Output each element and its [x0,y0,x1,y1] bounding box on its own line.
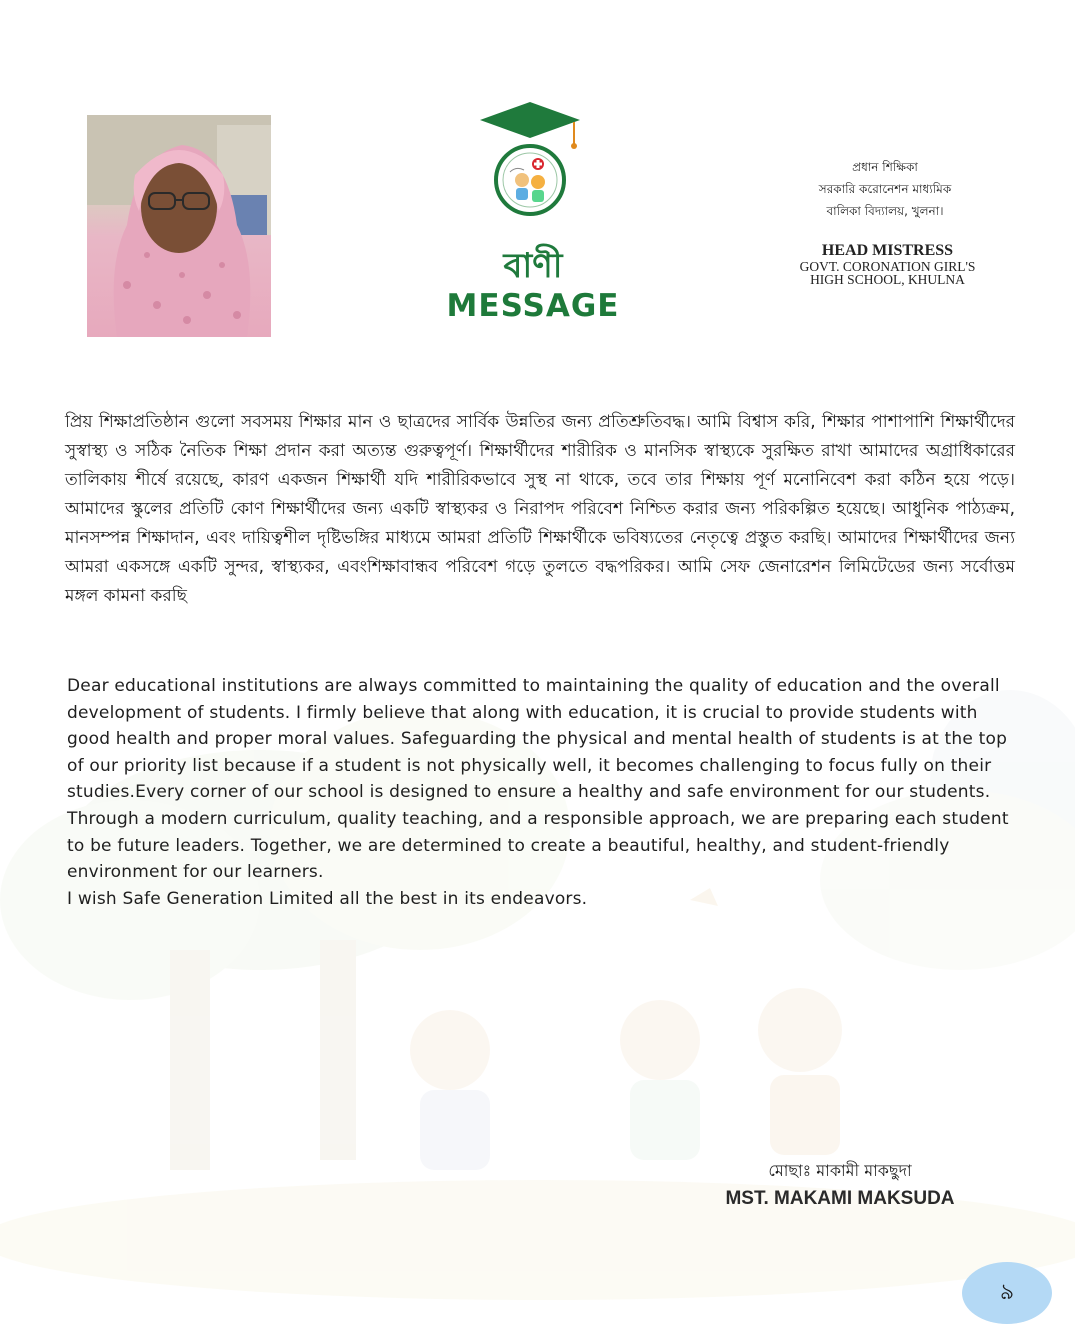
message-closing: I wish Safe Generation Limited all the best in its endeavors. [67,888,588,909]
headmistress-photo [87,115,271,337]
designation-en-line1: GOVT. CORONATION GIRL'S [799,259,976,274]
message-body-bengali: প্রিয় শিক্ষাপ্রতিষ্ঠান গুলো সবসময় শিক্ষার মান ও ছাত্রদের সার্বিক উন্নতির জন্য প্রতিশ্রুতিবদ্ধ। আমি বিশ্বাস করি, শিক্ষার পাশাপাশি শিক্ষার্থীদের সুস্বাস্থ্য ও সঠিক নৈতিক শিক্ষা প্রদান করা অত্যন্ত গুরুত্বপূর্ণ। শিক্ষার্থীদের শারীরিক ও মানসিক স্বাস্থ্যকে সুরক্ষিত রাখা আমাদের অগ্রাধিকারের তালিকায় শীর্ষে রয়েছে, কারণ একজন শিক্ষার্থী যদি শারীরিকভাবে সুস্থ না থাকে, তবে তার শিক্ষায় পূর্ণ মনোনিবেশ করা কঠিন হয়ে পড়ে। আমাদের স্কুলের প্রতিটি কোণ শিক্ষার্থীদের জন্য একটি স্বাস্থ্যকর ও নিরাপদ পরিবেশ নিশ্চিত করার জন্য পরিকল্পিত হয়েছে। আধুনিক পাঠ্যক্রম, মানসম্পন্ন শিক্ষাদান, এবং দায়িত্বশীল দৃষ্টিভঙ্গির মাধ্যমে আমরা প্রতিটি শিক্ষার্থীকে ভবিষ্যতের নেতৃত্বে প্রস্তুত করছি। আমাদের শিক্ষার্থীদের জন্য আমরা একসঙ্গে একটি সুন্দর, স্বাস্থ্যকর, এবংশিক্ষাবান্ধব পরিবেশ গড়ে তুলতে বদ্ধপরিকর। আমি সেফ জেনারেশন লিমিটেডের জন্য সর্বোত্তম মঙ্গল কামনা করছি [65,412,1015,606]
designation-bn [780,156,990,222]
designation-bn-line2: সরকারি করোনেশন মাধ্যমিক [818,182,952,196]
message-paragraph: Dear educational institutions are always committed to maintaining the quality of education and the overall development of students. I firmly believe that along with education, it is crucial to provide students with good health and proper moral values. Safeguarding the physical and mental health of students is at the top of our priority list because if a student is not physically well, it becomes challenging to focus fully on their studies.Every corner of our school is designed to ensure a healthy and safe environment for our students. Through a modern curriculum, quality teaching, and a responsible approach, we are preparing each student to be future leaders. Together, we are determined to create a beautiful, healthy, and student-friendly environment for our learners. [67,676,1009,883]
designation-title: HEAD MISTRESS [821,242,954,259]
message-title: MESSAGE [446,288,620,324]
designation-en-line2: HIGH SCHOOL, KHULNA [810,272,965,287]
designation-en [770,242,1005,286]
designation-bn-line3: বালিকা বিদ্যালয়, খুলনা। [826,204,944,218]
signature-name-english: MST. MAKAMI MAKSUDA [725,1188,955,1209]
bani-title: বাণী [503,246,563,286]
signature-name-bengali: মোছাঃ মাকামী মাকছুদা [768,1161,912,1180]
safe-generation-logo [470,98,590,226]
page-number-badge [962,1262,1052,1324]
designation-bn-line1: প্রধান শিক্ষিকা [852,160,918,174]
page-number: ৯ [999,1279,1015,1305]
message-body-english [67,673,1015,912]
